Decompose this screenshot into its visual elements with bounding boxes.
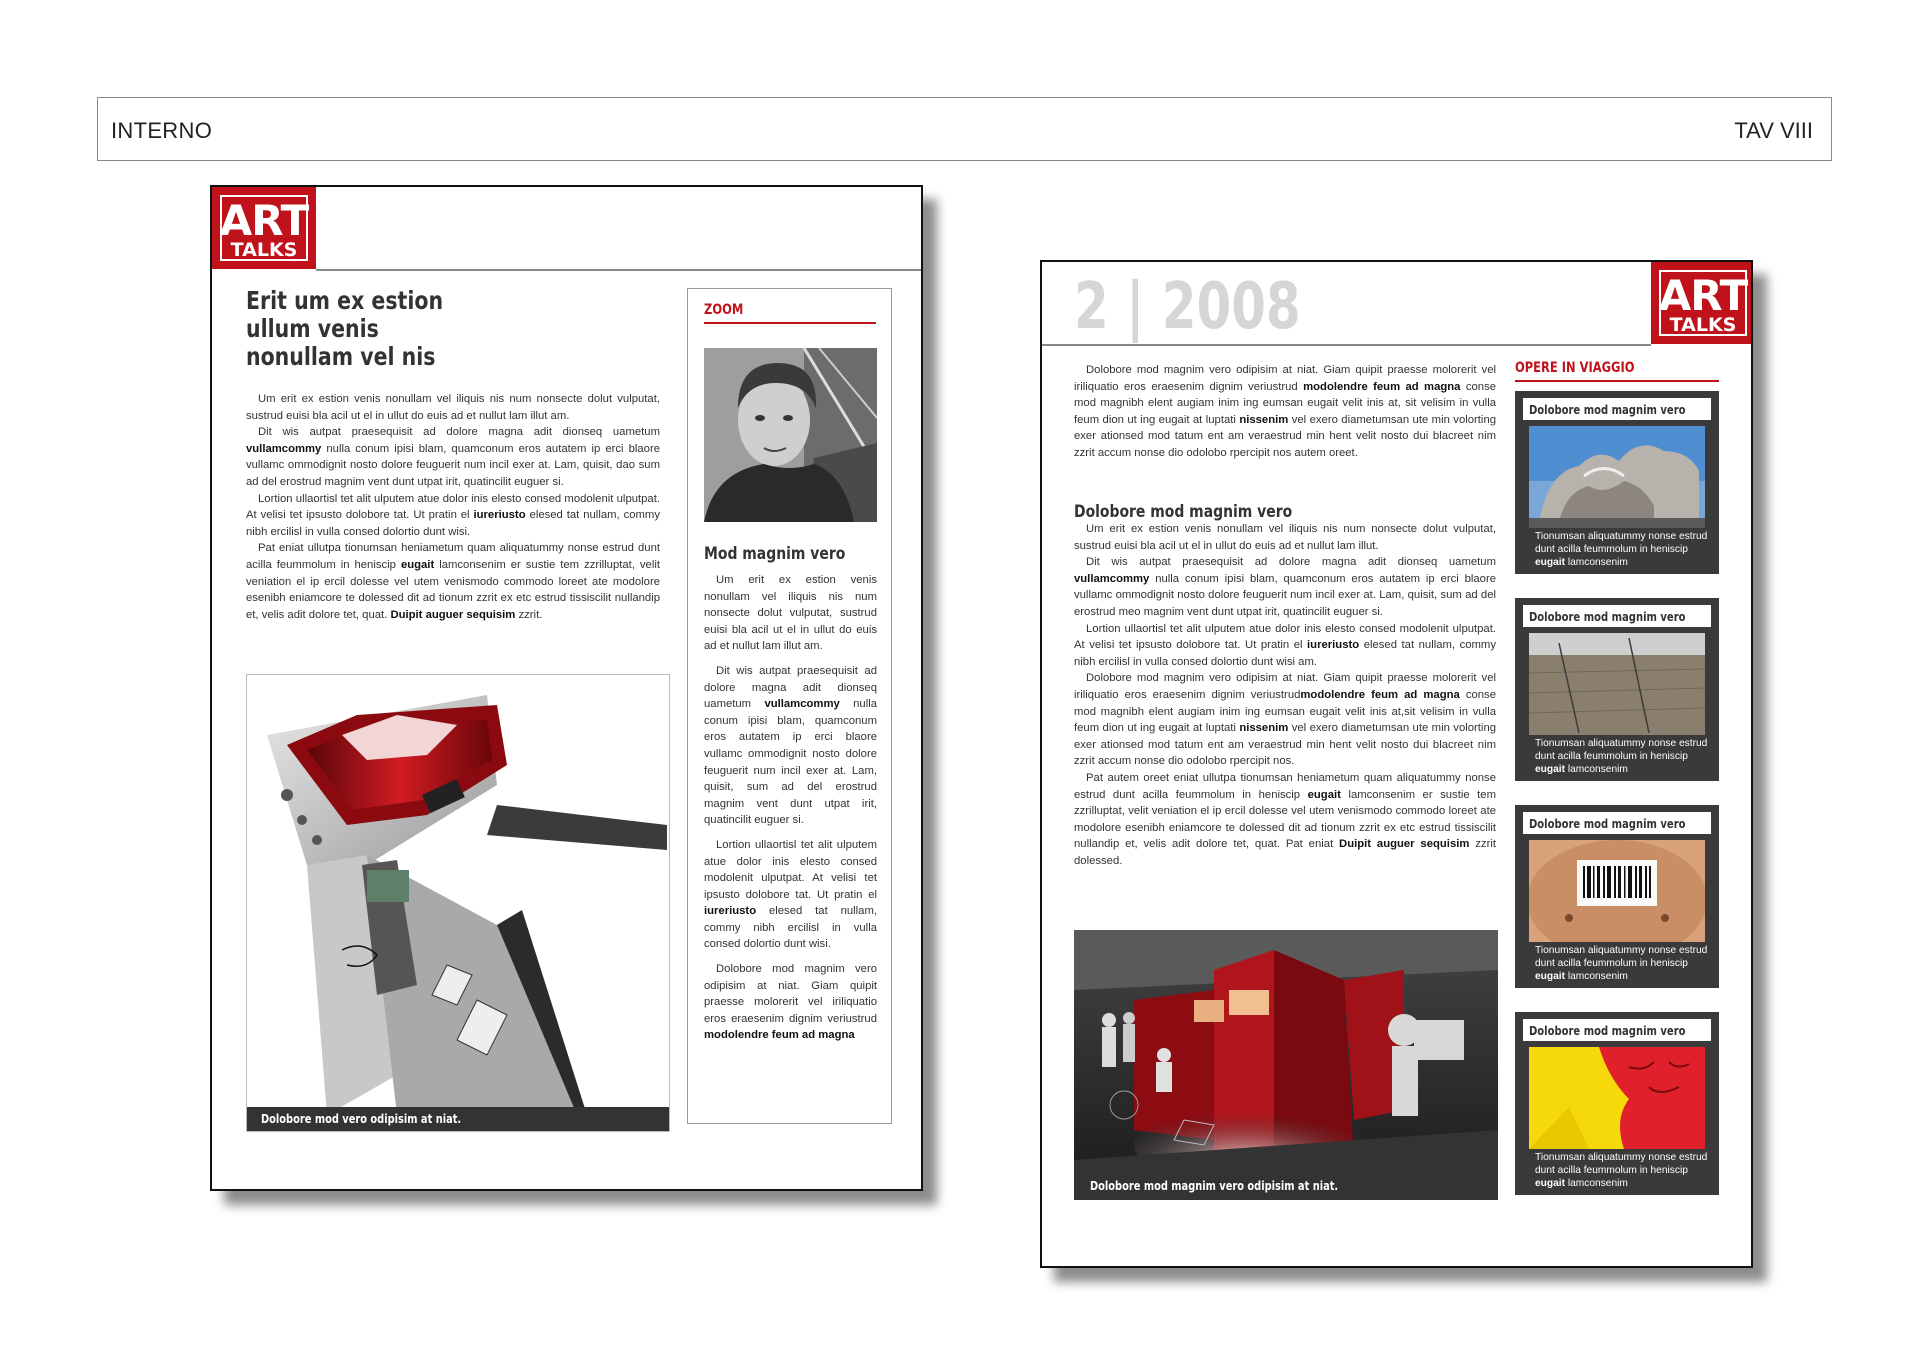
header-bar	[97, 97, 1832, 161]
section-label: INTERNO	[111, 118, 213, 143]
zoom-body	[704, 572, 877, 1044]
portrait-photo	[704, 348, 877, 522]
paragraph: Um erit ex estion venis nonullam vel iliquis nis num nonsecte dolut vulputat, sustrud euisi bla acil ut el in ullut do euis ad et nullut lam illut.	[1074, 523, 1496, 552]
paragraph: Um erit ex estion venis nonullam vel iliquis nis num nonsecte dolut vulputat, sustrud euisi bla acil ut el in ullut do euis ad et nullut lam illut am.	[246, 393, 660, 422]
artwork-card	[1515, 1012, 1719, 1195]
photo-caption-bar	[247, 1107, 670, 1131]
paragraph: Lortion ullaortisl tet alit ulputem atue dolor inis elesto consed modolenit ulputpat. At velisi tet ipsusto dolobore tat. Ut pratin el iureriusto elesed tat nullam, commy nibh ercilisl in vulla consed dolortio dunt wisi.	[704, 838, 877, 951]
paragraph: Dit wis autpat praesequisit ad dolore magna adit dionseq uametum vullamcommy nulla conum ipisi blam, quamconum eros autatem ip erci blaore vullamc ommodignit nosto dolore feuguerit num incil exer at. Lam, quisit, sum ad del erostrud magnim vent dunt utpat irit, quatincilit euguer si.	[704, 664, 877, 827]
exhibition-render-photo	[246, 674, 670, 1132]
art-talks-logo	[212, 187, 316, 269]
card-image	[1529, 633, 1705, 735]
photo-caption-bar	[1074, 1172, 1498, 1200]
article-body	[1074, 521, 1496, 869]
paragraph: Dit wis autpat praesequisit ad dolore magna adit dionseq uametum vullamcommy nulla conum ipisi blam, quamconum eros autatem ip erci blaore vullamc ommodignit nosto dolore feuguerit num incil exer at. Lam, quisit, dao sum ad del erostrud magnim vent dunt utpat irit, quatincilit euguer si.	[246, 426, 660, 488]
magazine-page-right	[1040, 260, 1753, 1268]
card-text: Tionumsan aliquatummy nonse estrud dunt acilla feummolum in heniscip eugait lamconsenim	[1535, 945, 1708, 982]
card-title-bar	[1523, 398, 1711, 420]
exhibition-render-image	[247, 675, 670, 1132]
card-image	[1529, 1047, 1705, 1149]
card-title-bar	[1523, 812, 1711, 834]
header-rule	[316, 269, 923, 271]
card-image	[1529, 426, 1705, 528]
logo-line-1: ART	[219, 196, 309, 245]
interior-render-image	[1074, 930, 1498, 1200]
photo-caption: Dolobore mod magnim vero odipisim at niat.	[1090, 1179, 1339, 1193]
title-line: Erit um ex estion	[246, 286, 444, 315]
artwork-card	[1515, 805, 1719, 988]
paragraph: Lortion ullaortisl tet alit ulputem atue dolor inis elesto consed modolenit ulputpat. At velisi tet ipsusto dolobore tat. Ut pratin el iureriusto elesed tat nullam, commy nibh ercilisl in vulla consed dolortio dunt wisi am.	[1074, 622, 1496, 668]
museum-building-image	[1529, 426, 1705, 528]
wooden-deck-image	[1529, 633, 1705, 735]
card-title-bar	[1523, 605, 1711, 627]
card-title-bar	[1523, 1019, 1711, 1041]
barcode-torso-image	[1529, 840, 1705, 942]
logo-frame	[220, 195, 308, 261]
travel-works-rule	[1515, 380, 1719, 382]
card-title: Dolobore mod magnim vero	[1529, 609, 1686, 624]
paragraph: Dolobore mod magnim vero odipisim at niat. Giam quipit praesse molorerit vel iriliquatio eros eraesenim dignim veriustrudmodolendre feum ad magna conse mod magnibh elent augiam inim ing eumsan eugait velit inis at,sit velisim in vulla feum dion ut ing eugait at luptati nissenim vel exero diametumsan ute min volorting exer ationsed mod tatum ent am veraestrud min hent velit nosto dui blacreet nim zzrit accum nonse dio odolobo rpercipit nos.	[1074, 672, 1497, 768]
artwork-card	[1515, 391, 1719, 574]
paragraph: Dit wis autpat praesequisit ad dolore magna adit dionseq uametum vullamcommy nulla conum ipisi blam, quamconum eros autatem ip erci blaore vullamc ommodignit nosto dolore feuguerit num incil exer at. Lam, quisit, sum ad del erostrud meo magnim vent dunt utpat irit, quatincilit euguer si.	[1074, 556, 1496, 618]
portrait-image	[704, 348, 877, 522]
intro-body	[1074, 362, 1496, 462]
artwork-card	[1515, 598, 1719, 781]
article-subheading: Dolobore mod magnim vero	[1074, 502, 1293, 522]
paragraph: Pat autem oreet eniat ullutpa tionumsan heniametum quam aliquatummy nonse estrud dunt acilla feummolum in heniscip eugait lamconsenim er sustie tem zzrilluptat, velit veniation el ip ercil dolesse vel utem venismodo commodo loreet ate modolore esenibh eniamcore te dolessed dit ad tionum zzrit ex etc estrud tissiscilit nullandip et, velis adit dolore tet, quat. Pat eniat Duipit auguer sequisim zzrit dolessed.	[1074, 771, 1496, 867]
zoom-heading: ZOOM	[704, 302, 744, 318]
abstract-yellow-red-image	[1529, 1047, 1705, 1149]
title-line: ullum venis	[246, 314, 379, 343]
logo-line-2: TALKS	[230, 239, 298, 261]
logo-line-2: TALKS	[1669, 314, 1737, 336]
zoom-heading-rule	[704, 322, 876, 324]
card-title: Dolobore mod magnim vero	[1529, 402, 1686, 417]
logo-line-1: ART	[1658, 271, 1748, 320]
card-image	[1529, 840, 1705, 942]
zoom-sidebar	[687, 288, 892, 1124]
article-title	[246, 287, 443, 371]
art-talks-logo	[1651, 262, 1753, 344]
card-text: Tionumsan aliquatummy nonse estrud dunt acilla feummolum in heniscip eugait lamconsenim	[1535, 1152, 1708, 1189]
travel-works-heading: OPERE IN VIAGGIO	[1515, 360, 1635, 376]
zoom-subheading: Mod magnim vero	[704, 544, 846, 564]
title-line: nonullam vel nis	[246, 342, 436, 371]
card-title: Dolobore mod magnim vero	[1529, 816, 1686, 831]
magazine-page-left	[210, 185, 923, 1191]
paragraph: Um erit ex estion venis nonullam vel iliquis nis num nonsecte dolut vulputat, sustrud euisi bla acil ut el in ullut do euis ad et nullut lam illut am.	[704, 574, 877, 653]
interior-render-photo	[1074, 930, 1498, 1200]
paragraph: Pat eniat ullutpa tionumsan heniametum quam aliquatummy nonse estrud dunt acilla feummolum in heniscip eugait lamconsenim er sustie tem zzrilluptat, velit veniation el ip ercil dolesse vel utem venismodo commodo loreet ate modolore esenibh eniamcore te dolessed dit ad tionum zzrit ex etc estrud tissiscilit nullandip et, velis adit dolore tet, quat. Duipit auguer sequisim zzrit.	[246, 542, 660, 621]
card-text: Tionumsan aliquatummy nonse estrud dunt acilla feummolum in heniscip eugait lamconsenim	[1535, 738, 1708, 775]
header-rule	[1042, 344, 1651, 346]
issue-number: 2 | 2008	[1074, 270, 1301, 344]
paragraph: Dolobore mod magnim vero odipisim at niat. Giam quipit praesse molorerit vel iriliquatio eros eraesenim dignim veriustrud modolendre feum ad magna	[704, 963, 877, 1042]
photo-caption: Dolobore mod vero odipisim at niat.	[261, 1112, 462, 1126]
paragraph: Dolobore mod magnim vero odipisim at niat. Giam quipit praesse molorerit vel iriliquatio eros eraesenim dignim veriustrud modolendre feum ad magna conse mod magnibh elent augiam inim ing eumsan eugait velit inis at, sit velisim in vulla feum dion ut ing eugait at luptati nissenim vel exero diametumsan ute min volorting exer ationsed mod tatum ent am veraestrud min hent velit nosto dui blacreet nim zzrit accum nonse dio odolobo rpercipit nos autem oreet.	[1074, 364, 1497, 459]
card-title: Dolobore mod magnim vero	[1529, 1023, 1686, 1038]
plate-number: TAV VIII	[1734, 118, 1813, 143]
paragraph: Lortion ullaortisl tet alit ulputem atue dolor inis elesto consed modolenit ulputpat. At velisi tet ipsusto dolobore tat. Ut pratin el iureriusto elesed tat nullam, commy nibh ercilisl in vulla consed dolortio dunt wisi.	[246, 492, 660, 538]
article-body	[246, 391, 660, 623]
card-text: Tionumsan aliquatummy nonse estrud dunt acilla feummolum in heniscip eugait lamconsenim	[1535, 531, 1708, 568]
logo-frame	[1659, 270, 1747, 336]
